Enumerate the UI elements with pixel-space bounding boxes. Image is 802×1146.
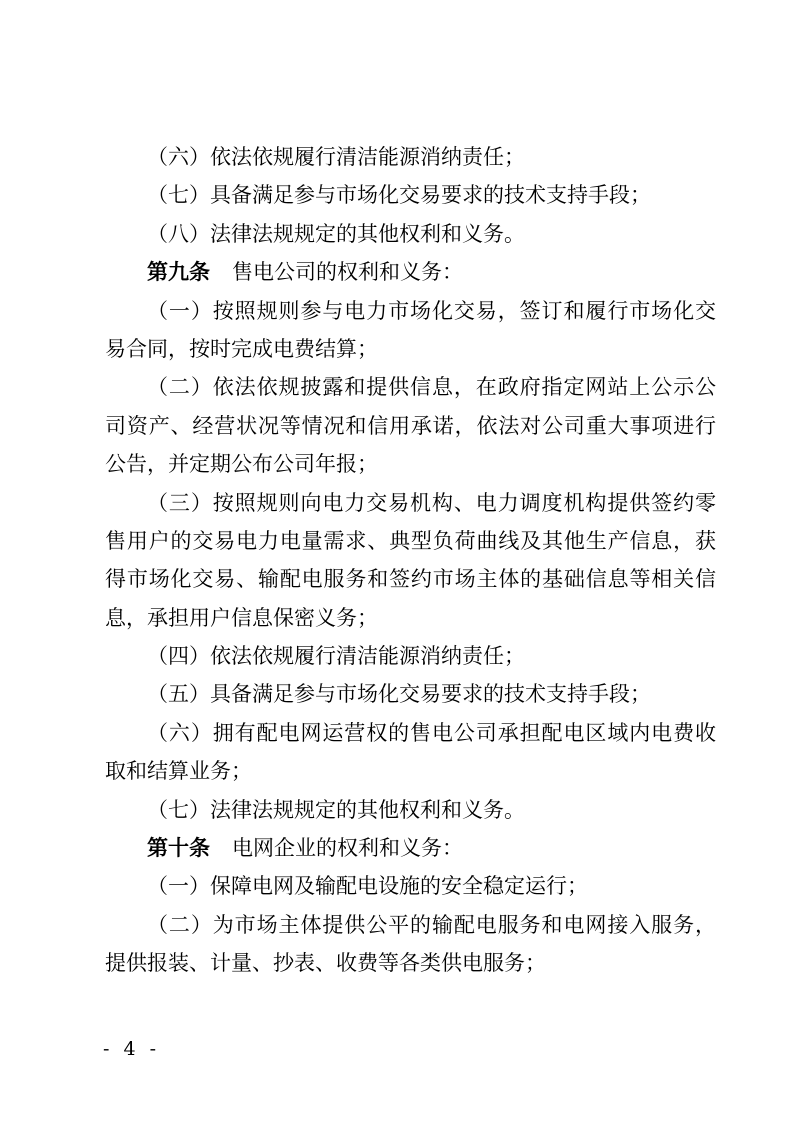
paragraph xyxy=(105,292,716,369)
text-line xyxy=(105,675,716,713)
paragraph xyxy=(105,215,716,253)
text-line xyxy=(105,599,716,637)
line-text: 提供报装、计量、抄表、收费等各类供电服务； xyxy=(105,951,546,976)
text-line xyxy=(105,215,716,253)
line-text: （一）保障电网及输配电设施的安全稳定运行； xyxy=(147,874,588,899)
text-line xyxy=(105,368,716,406)
line-text: 电网企业的权利和义务： xyxy=(232,836,463,861)
line-text: （八）法律法规规定的其他权利和义务。 xyxy=(147,221,525,246)
line-text: （七）法律法规规定的其他权利和义务。 xyxy=(147,797,525,822)
text-line xyxy=(105,330,716,368)
paragraph xyxy=(105,368,716,483)
line-text: 取和结算业务； xyxy=(105,759,252,784)
line-text: （四）依法依规履行清洁能源消纳责任； xyxy=(147,644,525,669)
text-line xyxy=(105,445,716,483)
text-line xyxy=(105,944,716,982)
text-line xyxy=(105,292,716,330)
document-body xyxy=(105,138,716,983)
text-line xyxy=(105,752,716,790)
line-text: （三）按照规则向电力交易机构、电力调度机构提供签约零 xyxy=(147,490,716,515)
paragraph xyxy=(105,138,716,176)
text-line xyxy=(105,637,716,675)
text-line xyxy=(105,560,716,598)
text-line xyxy=(105,522,716,560)
line-text: 售用户的交易电力电量需求、典型负荷曲线及其他生产信息，获 xyxy=(105,528,716,553)
text-line xyxy=(105,138,716,176)
line-text: 易合同，按时完成电费结算； xyxy=(105,336,378,361)
page-number: - 4 - xyxy=(103,1038,161,1060)
text-line xyxy=(105,253,716,291)
paragraph xyxy=(105,176,716,214)
text-line xyxy=(105,791,716,829)
line-text: （一）按照规则参与电力市场化交易，签订和履行市场化交 xyxy=(147,298,716,323)
text-line xyxy=(105,484,716,522)
line-text: 得市场化交易、输配电服务和签约市场主体的基础信息等相关信 xyxy=(105,567,716,592)
line-text: （五）具备满足参与市场化交易要求的技术支持手段； xyxy=(147,682,651,707)
text-line xyxy=(105,867,716,905)
text-line xyxy=(105,714,716,752)
article-heading: 第十条 xyxy=(147,835,210,861)
paragraph xyxy=(105,906,716,983)
line-text: （七）具备满足参与市场化交易要求的技术支持手段； xyxy=(147,183,651,208)
article-heading: 第九条 xyxy=(147,259,210,285)
article-paragraph xyxy=(105,829,716,867)
line-text: （二）依法依规披露和提供信息，在政府指定网站上公示公 xyxy=(147,375,716,400)
line-text: （六）依法依规履行清洁能源消纳责任； xyxy=(147,145,525,169)
text-line xyxy=(105,176,716,214)
paragraph xyxy=(105,675,716,713)
text-line xyxy=(105,906,716,944)
line-text: （二）为市场主体提供公平的输配电服务和电网接入服务， xyxy=(147,912,716,937)
line-text: 息，承担用户信息保密义务； xyxy=(105,605,378,630)
paragraph xyxy=(105,867,716,905)
paragraph xyxy=(105,791,716,829)
line-text: 司资产、经营状况等情况和信用承诺，依法对公司重大事项进行 xyxy=(105,413,716,438)
article-paragraph xyxy=(105,253,716,291)
paragraph xyxy=(105,484,716,638)
text-line xyxy=(105,829,716,867)
line-text: 售电公司的权利和义务： xyxy=(232,260,463,285)
line-text: 公告，并定期公布公司年报； xyxy=(105,452,378,477)
paragraph xyxy=(105,637,716,675)
text-line xyxy=(105,407,716,445)
line-text: （六）拥有配电网运营权的售电公司承担配电区域内电费收 xyxy=(147,720,716,745)
paragraph xyxy=(105,714,716,791)
